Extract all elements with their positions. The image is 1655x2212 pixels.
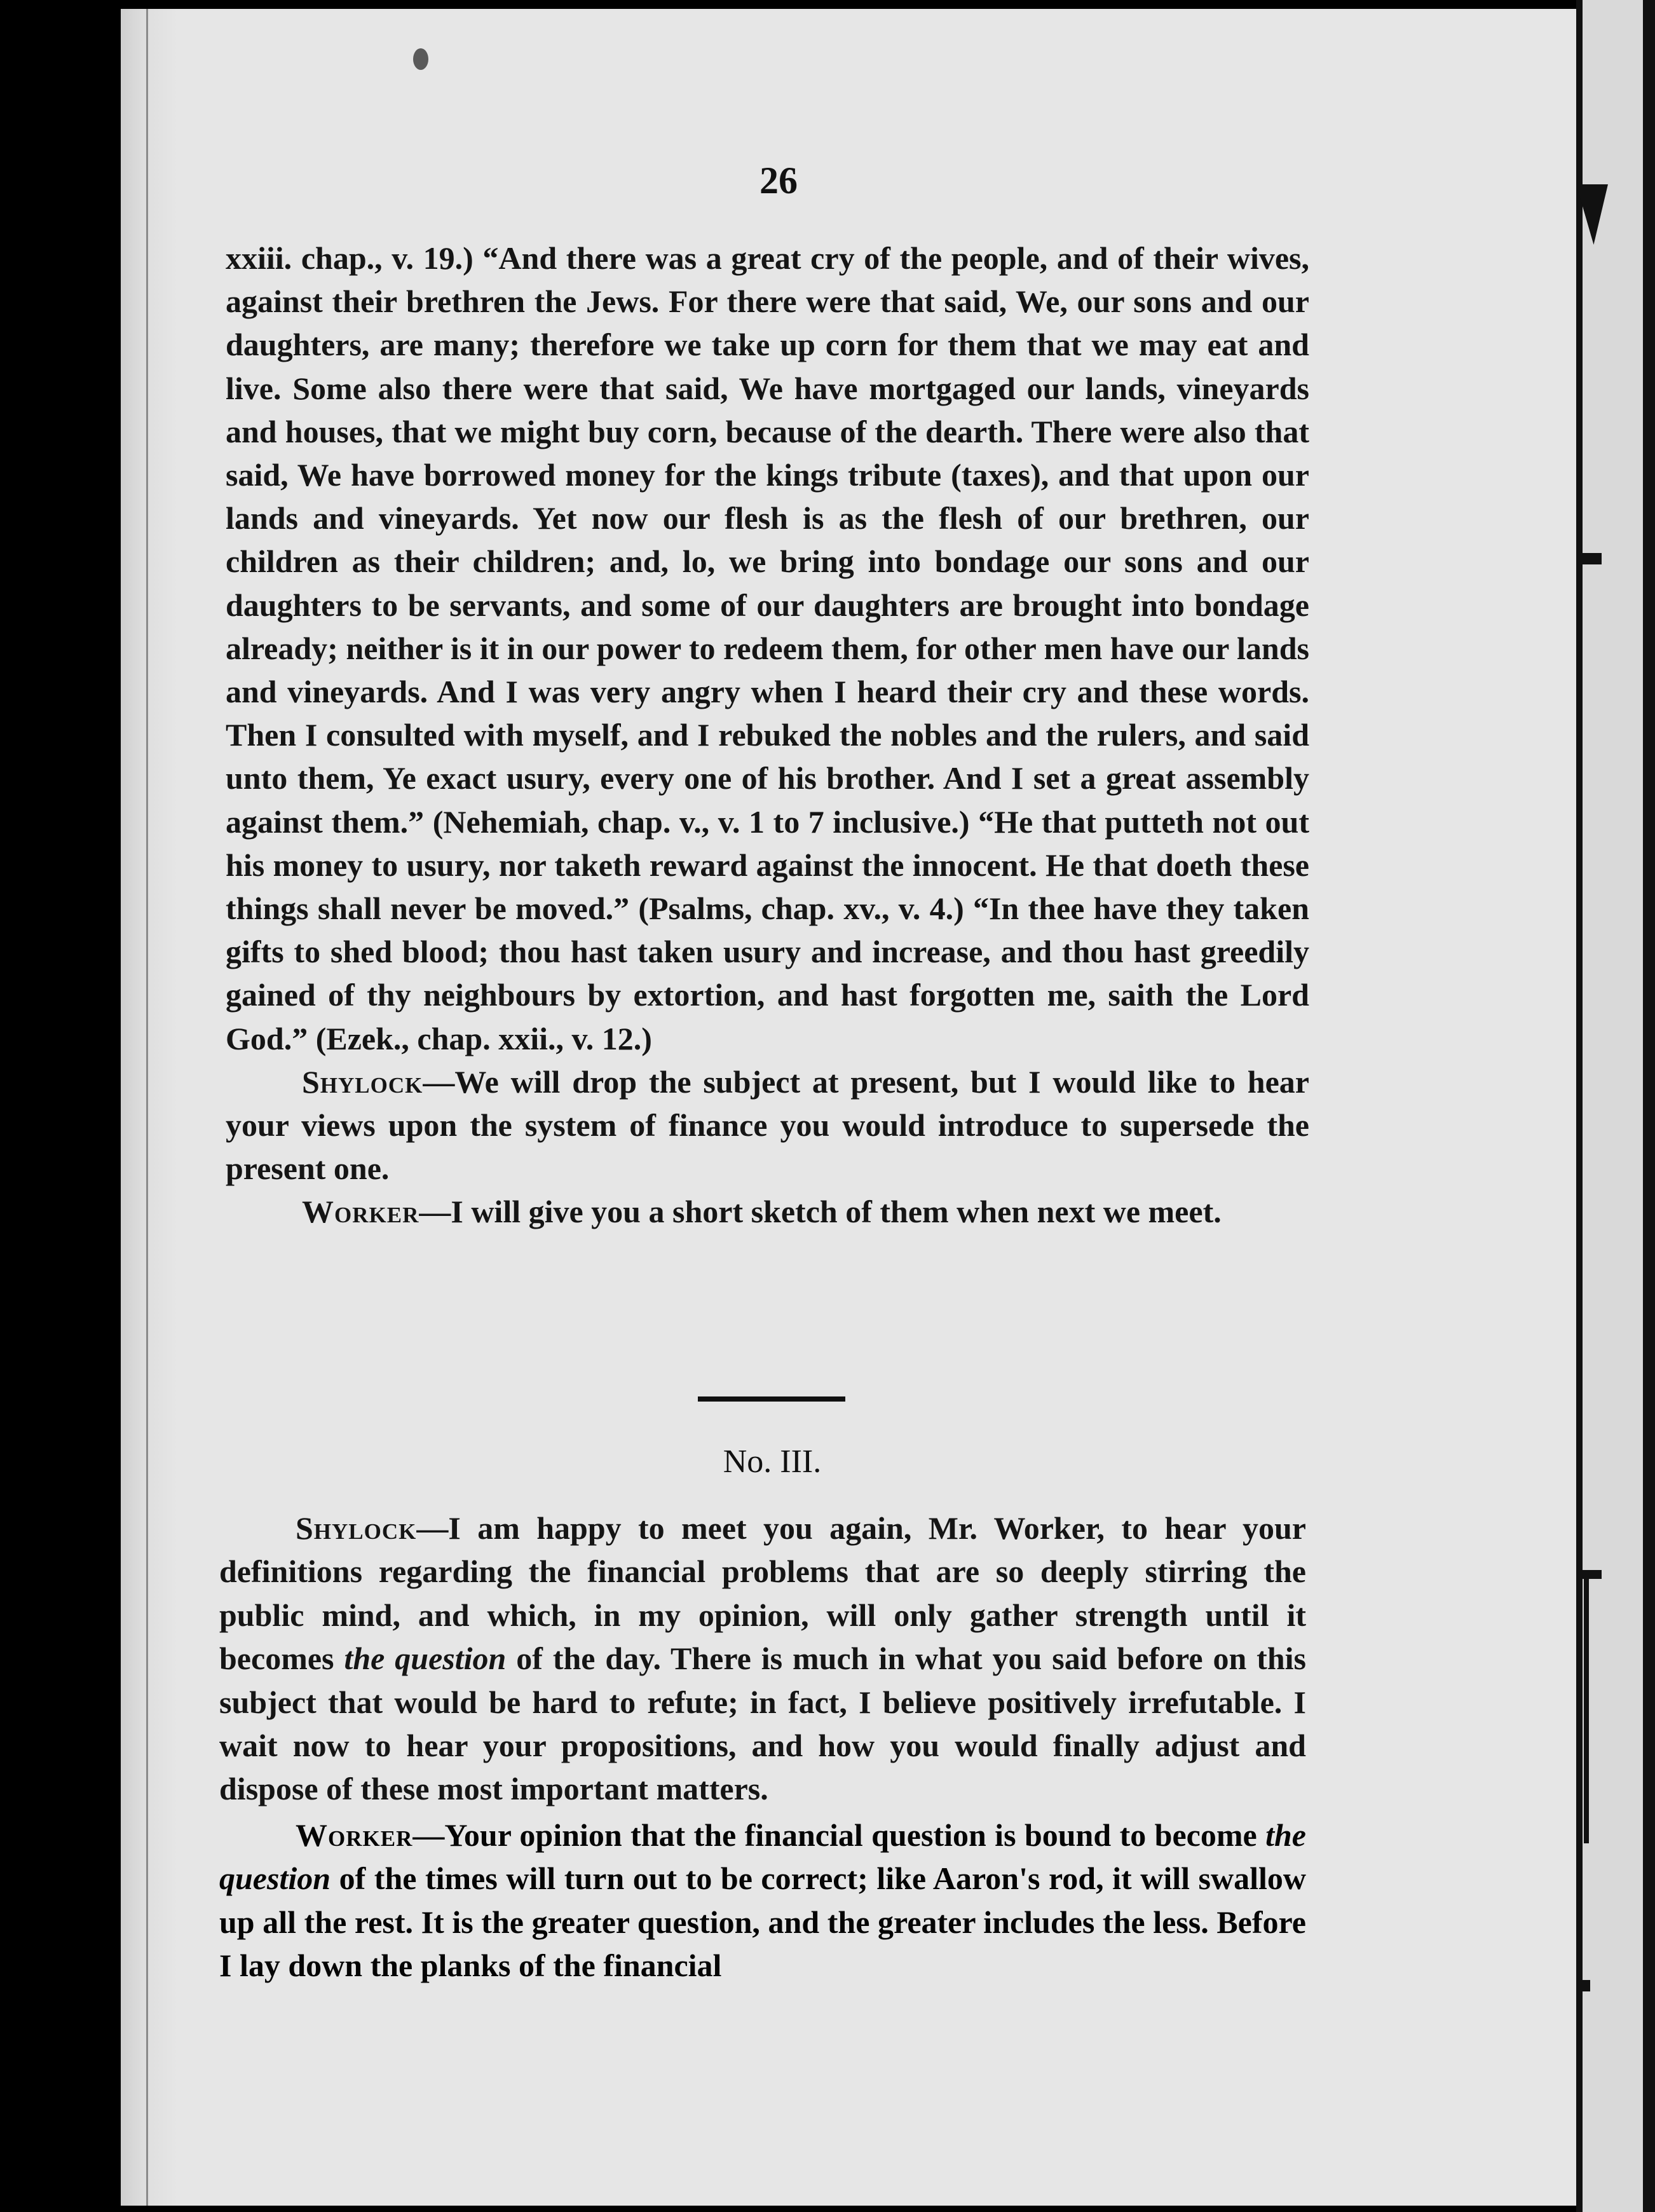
section-heading: No. III. bbox=[723, 1444, 822, 1480]
page-gutter-shadow bbox=[121, 9, 178, 2206]
page-body-text bbox=[226, 236, 1309, 1234]
page-number: 26 bbox=[759, 160, 798, 201]
shylock-speech-part: of the day. There is much in what you said before on this subject that would be hard to refute; in fact, I believe positively irrefutable. I wait now to hear your propositions, and how you would finally adjust and dispose of these most important matters. bbox=[219, 1641, 1306, 1807]
adjacent-page-edge bbox=[1576, 0, 1655, 2212]
worker-speech: —I will give you a short sketch of them when next we meet. bbox=[419, 1194, 1222, 1230]
worker-dialogue bbox=[226, 1190, 1309, 1233]
worker-speech-part: of the times will turn out to be correct; like Aaron's rod, it will swallow up all the rest. It is the greater question, and the greater includes the less. Before I lay down the planks of the financial bbox=[219, 1860, 1306, 1984]
speaker-label-worker: Worker bbox=[302, 1194, 419, 1230]
binding-line bbox=[146, 9, 148, 2206]
page-mark bbox=[1576, 1980, 1590, 1991]
italic-phrase: the question bbox=[219, 1817, 1306, 1897]
shylock-speech-part: —I am happy to meet you again, Mr. Worker, to hear your definitions regarding the financial problems that are so deeply stirring the public mind, and which, in my opinion, will only gather strength until it becomes bbox=[219, 1510, 1306, 1677]
italic-phrase: the question bbox=[344, 1641, 507, 1677]
speaker-label-shylock: Shylock bbox=[302, 1063, 423, 1100]
page-mark bbox=[1576, 1570, 1602, 1579]
worker-dialogue-section3 bbox=[219, 1813, 1306, 1988]
page-mark-line bbox=[1584, 1570, 1589, 1843]
speaker-label-shylock: Shylock bbox=[296, 1510, 417, 1546]
worker-speech-part: —Your opinion that the financial question is bound to become bbox=[412, 1817, 1266, 1853]
section-divider-rule bbox=[698, 1396, 845, 1402]
scripture-quotation-paragraph: xxiii. chap., v. 19.) “And there was a great cry of the people, and of their wives, against their brethren the Jews. For there were that said, We, our sons and our daughters, are many; therefore we take up corn for them that we may eat and live. Some also there were that said, We have mortgaged our lands, vineyards and houses, that we might buy corn, because of the dearth. There were also that said, We have borrowed money for the kings tribute (taxes), and that upon our lands and vineyards. Yet now our flesh is as the flesh of our brethren, our children as their children; and, lo, we bring into bondage our sons and our daughters to be servants, and some of our daughters are brought into bondage already; neither is it in our power to redeem them, for other men have our lands and vineyards. And I was very angry when I heard their cry and these words. Then I consulted with myself, and I rebuked the nobles and the rulers, and said unto them, Ye exact usury, every one of his brother. And I set a great assembly against them.” (Nehemiah, chap. v., v. 1 to 7 inclusive.) “He that putteth not out his money to usury, nor taketh reward against the innocent. He that doeth these things shall never be moved.” (Psalms, chap. xv., v. 4.) “In thee have they taken gifts to shed blood; thou hast taken usury and increase, and thou hast greedily gained of thy neighbours by extortion, and hast forgotten me, saith the Lord God.” (Ezek., chap. xxii., v. 12.) bbox=[226, 240, 1309, 1056]
shylock-dialogue bbox=[226, 1060, 1309, 1191]
shylock-dialogue-section3 bbox=[219, 1506, 1306, 1811]
shylock-speech: —We will drop the subject at present, but I would like to hear your views upon the system of finance you would introduce to supersede the present one. bbox=[226, 1063, 1309, 1187]
page-mark bbox=[1576, 553, 1602, 564]
section-body-text bbox=[219, 1506, 1306, 1990]
adjacent-page-surface bbox=[1583, 0, 1643, 2212]
ink-smudge bbox=[413, 48, 428, 70]
speaker-label-worker: Worker bbox=[296, 1817, 413, 1853]
